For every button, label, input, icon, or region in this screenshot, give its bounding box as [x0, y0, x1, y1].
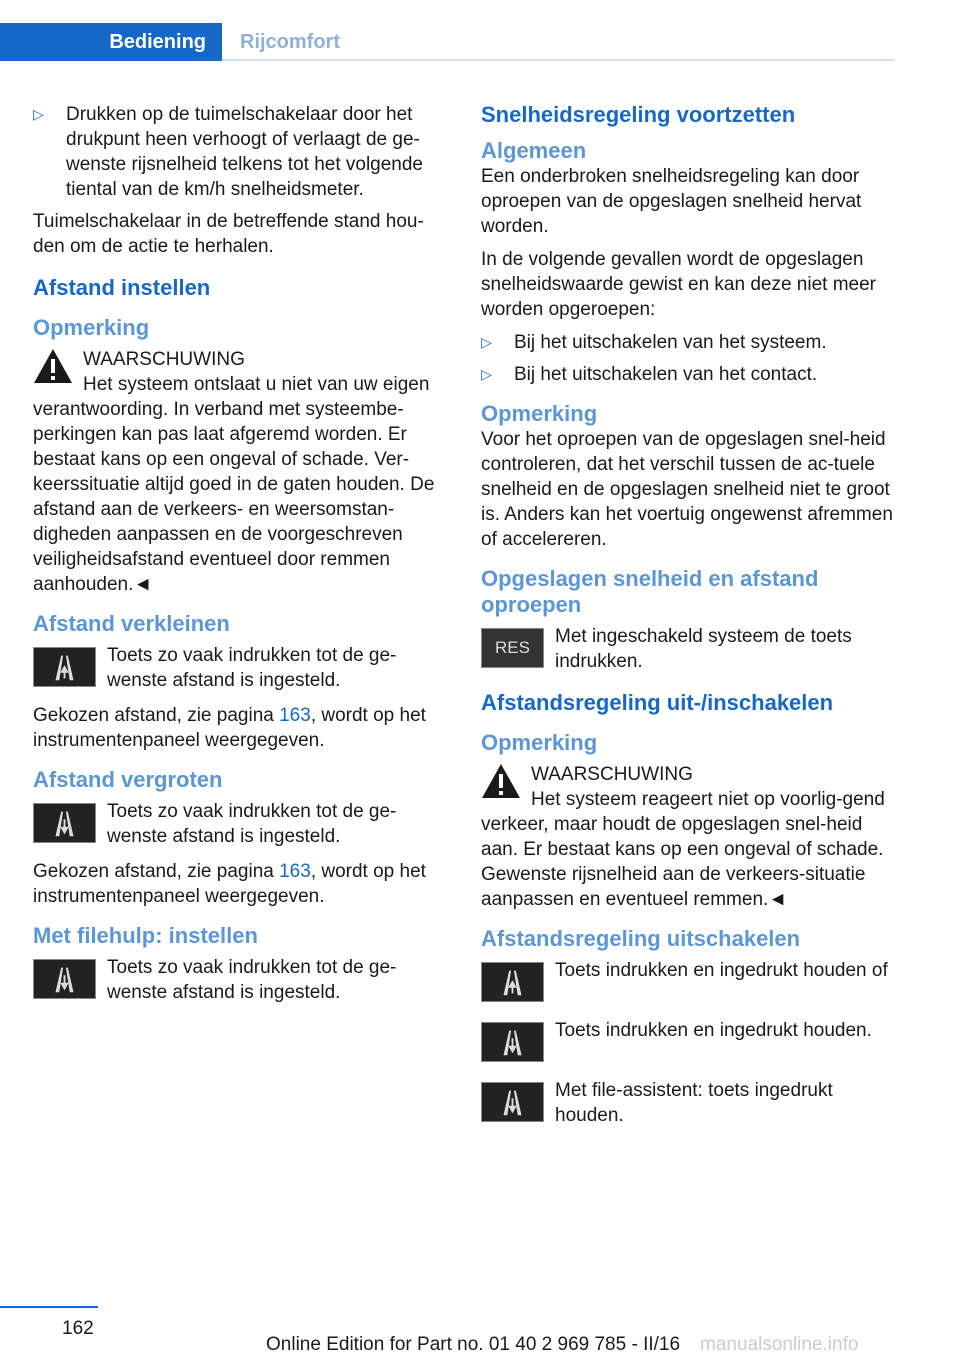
page-number: 162 [62, 1318, 94, 1339]
heading-afstand-instellen: Afstand instellen [33, 275, 211, 300]
chapter-tabs [0, 23, 895, 61]
distance-button-icon [481, 962, 544, 1002]
icon-row-text: Toets indrukken en ingedrukt houden. [555, 1020, 872, 1041]
icon-row [481, 624, 895, 674]
icon-row-text: Met file-assistent: toets ingedrukt houden. [555, 1080, 833, 1126]
warning-triangle-icon [33, 347, 73, 385]
heading-afstand-vergroten: Afstand vergroten [33, 767, 223, 792]
heading-opmerking: Opmerking [33, 315, 150, 340]
icon-row [33, 799, 447, 849]
distance-button-icon [33, 647, 96, 687]
bullet-triangle-icon: ▷ [481, 366, 492, 382]
text: Gekozen afstand, zie pagina [33, 861, 280, 882]
bullet-text: Drukken op de tuimelschakelaar door het drukpunt heen verhoogt of verlaagt de ge‐wenste rijsnelheid telkens tot het volgende tiental van de km/h snelheidsmeter. [66, 104, 424, 200]
footer-rule [0, 1306, 98, 1308]
list-item [33, 102, 447, 202]
icon-row [33, 955, 447, 1005]
bullet-triangle-icon: ▷ [481, 334, 492, 350]
heading-uitschakelen: Afstandsregeling uitschakelen [481, 926, 801, 951]
paragraph: In de volgende gevallen wordt de opgeslagen snelheidswaarde gewist en kan deze niet meer worden opgeroepen: [481, 249, 877, 320]
distance-button-icon [33, 803, 96, 843]
warning-text: Het systeem reageert niet op voorlig‐gend verkeer, maar houdt de opgeslagen snel‐heid aan. Er bestaat kans op een ongeval of schade. Gewenste rijsnelheid aan de verkeers‐situatie aanpassen en eventueel remmen.◄ [481, 789, 885, 910]
left-column [33, 102, 447, 1015]
distance-button-icon [481, 1082, 544, 1122]
heading-opmerking: Opmerking [481, 401, 598, 426]
icon-row [481, 1078, 895, 1128]
warning-block [481, 762, 895, 912]
heading-afstandsregeling: Afstandsregeling uit-/inschakelen [481, 690, 834, 715]
icon-row-text: Toets zo vaak indrukken tot de ge‐wenste afstand is ingesteld. [107, 801, 397, 847]
icon-row-text: Toets indrukken en ingedrukt houden of [555, 960, 888, 981]
paragraph: Voor het oproepen van de opgeslagen snel‐heid controleren, dat het verschil tussen de ac‐tuele snelheid en de opgeslagen snelheid niet te groot is. Anders kan het voertuig ongewenst afremmen of accelereren. [481, 429, 893, 550]
bullet-text: Bij het uitschakelen van het systeem. [514, 332, 827, 353]
icon-row-text: Toets zo vaak indrukken tot de ge‐wenste afstand is ingesteld. [107, 957, 397, 1003]
heading-afstand-verkleinen: Afstand verkleinen [33, 611, 230, 636]
res-button-icon: RES [481, 628, 544, 668]
bullet-triangle-icon: ▷ [33, 106, 44, 122]
distance-button-icon [481, 1022, 544, 1062]
heading-oproepen: Opgeslagen snelheid en afstand oproepen [481, 566, 819, 617]
paragraph: Een onderbroken snelheidsregeling kan door oproepen van de opgeslagen snelheid hervat worden. [481, 166, 862, 237]
warning-label: WAARSCHUWING [83, 349, 245, 370]
text: , wordt op het instrumentenpaneel weergegeven. [33, 705, 426, 751]
list-item [481, 330, 895, 355]
edition-text: Online Edition for Part no. 01 40 2 969 785 - II/16 [266, 1334, 681, 1355]
right-column [481, 102, 895, 1138]
heading-filehulp: Met filehulp: instellen [33, 923, 258, 948]
heading-voortzetten: Snelheidsregeling voortzetten [481, 102, 796, 127]
page-link[interactable]: 163 [279, 861, 311, 882]
icon-row [33, 643, 447, 693]
tab-bediening[interactable]: Bediening [0, 23, 222, 61]
warning-label: WAARSCHUWING [531, 764, 693, 785]
page-link[interactable]: 163 [279, 705, 311, 726]
list-item [481, 362, 895, 387]
bullet-text: Bij het uitschakelen van het contact. [514, 364, 818, 385]
icon-row [481, 1018, 895, 1068]
tab-underline [222, 59, 895, 61]
tab-rijcomfort[interactable]: Rijcomfort [240, 31, 340, 53]
heading-algemeen: Algemeen [481, 138, 587, 163]
paragraph [33, 859, 447, 909]
warning-block [33, 347, 447, 597]
text: Gekozen afstand, zie pagina [33, 705, 280, 726]
watermark: manualsonline.info [700, 1334, 859, 1355]
icon-row-text: Toets zo vaak indrukken tot de ge‐wenste afstand is ingesteld. [107, 645, 397, 691]
warning-text: Het systeem ontslaat u niet van uw eigen verantwoording. In verband met systeembe‐perkingen kan pas laat afgeremd worden. Er bestaat kans op een ongeval of schade. Ver‐keerssituatie altijd goed in de gaten houden. De afstand aan de verkeers- en weersomstan‐digheden aanpassen en de voorgeschreven veiligheidsafstand eventueel door remmen aanhouden.◄ [33, 374, 435, 595]
icon-row-text: Met ingeschakeld systeem de toets indrukken. [555, 626, 852, 672]
paragraph [33, 703, 447, 753]
warning-triangle-icon [481, 762, 521, 800]
icon-row [481, 958, 895, 1008]
paragraph: Tuimelschakelaar in de betreffende stand hou‐den om de actie te herhalen. [33, 211, 424, 257]
distance-button-icon [33, 959, 96, 999]
heading-opmerking: Opmerking [481, 730, 598, 755]
text: , wordt op het instrumentenpaneel weergegeven. [33, 861, 426, 907]
